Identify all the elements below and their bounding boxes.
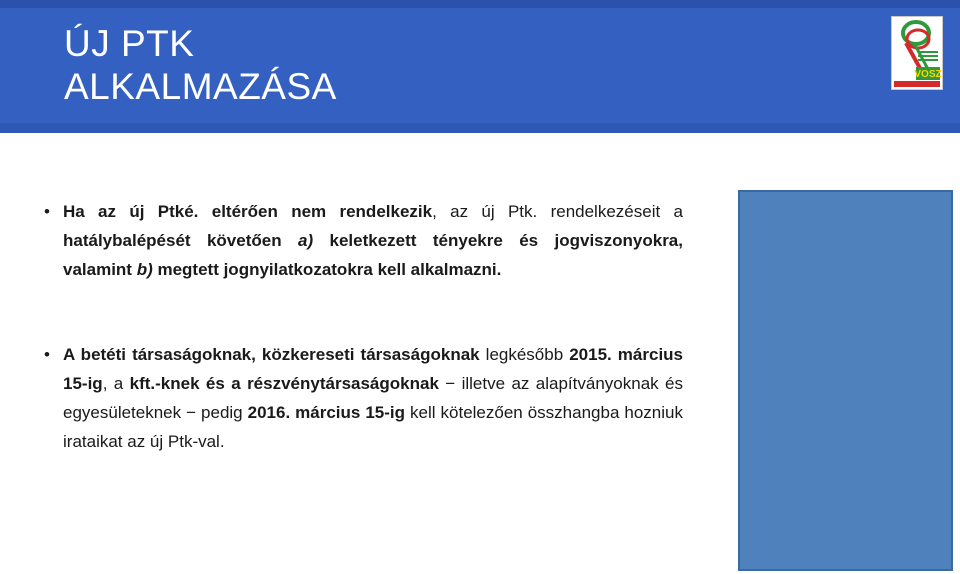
p2-bold-kft: kft.-knek és a részvénytársaságoknak	[129, 374, 439, 393]
p2-text-latest: legkésőbb	[479, 345, 570, 364]
p2-bold-date-2016: 2016. március 15-ig	[247, 403, 406, 422]
title-line-2: ALKALMAZÁSA	[64, 66, 337, 107]
logo-wordmark: VOSZ	[914, 69, 942, 80]
top-stripe	[0, 0, 960, 8]
bottom-stripe	[0, 123, 960, 133]
p2-text-foundations: − illetve az alapítványoknak és egyesületeknek − pedig	[63, 374, 683, 422]
title-line-1: ÚJ PTK	[64, 23, 195, 64]
slide-title	[64, 22, 337, 108]
p2-text-a: , a	[102, 374, 130, 393]
paragraph-1	[44, 197, 683, 284]
p1-bold-statements: megtett jognyilatkozatokra kell alkalmazni.	[152, 260, 502, 279]
p1-bold-effective: hatálybalépését követően	[63, 231, 282, 250]
p2-bold-companies: A betéti társaságoknak, közkereseti társaságoknak	[63, 345, 480, 364]
p1-label-a: a)	[298, 231, 314, 250]
blue-placeholder-box	[738, 190, 953, 571]
p1-space	[282, 231, 298, 250]
p2-text-harmonize: kell kötelezően összhangba hozniuk irataikat az új Ptk-val.	[63, 403, 683, 451]
vosz-logo-graphic	[892, 17, 942, 89]
p1-bold-condition: Ha az új Ptké. eltérően nem rendelkezik	[63, 202, 433, 221]
p1-bold-facts: keletkezett tényekre és jogviszonyokra, valamint	[63, 231, 683, 279]
bullet-2: •	[44, 345, 50, 364]
p1-text-a: , az új Ptk. rendelkezéseit a	[432, 202, 683, 221]
bullet-1: •	[44, 202, 50, 221]
title-banner	[0, 0, 960, 133]
p1-label-b: b)	[136, 260, 153, 279]
p2-bold-date-2015: 2015. március 15-ig	[63, 345, 684, 393]
vosz-logo	[891, 16, 943, 90]
paragraph-2	[44, 340, 684, 456]
